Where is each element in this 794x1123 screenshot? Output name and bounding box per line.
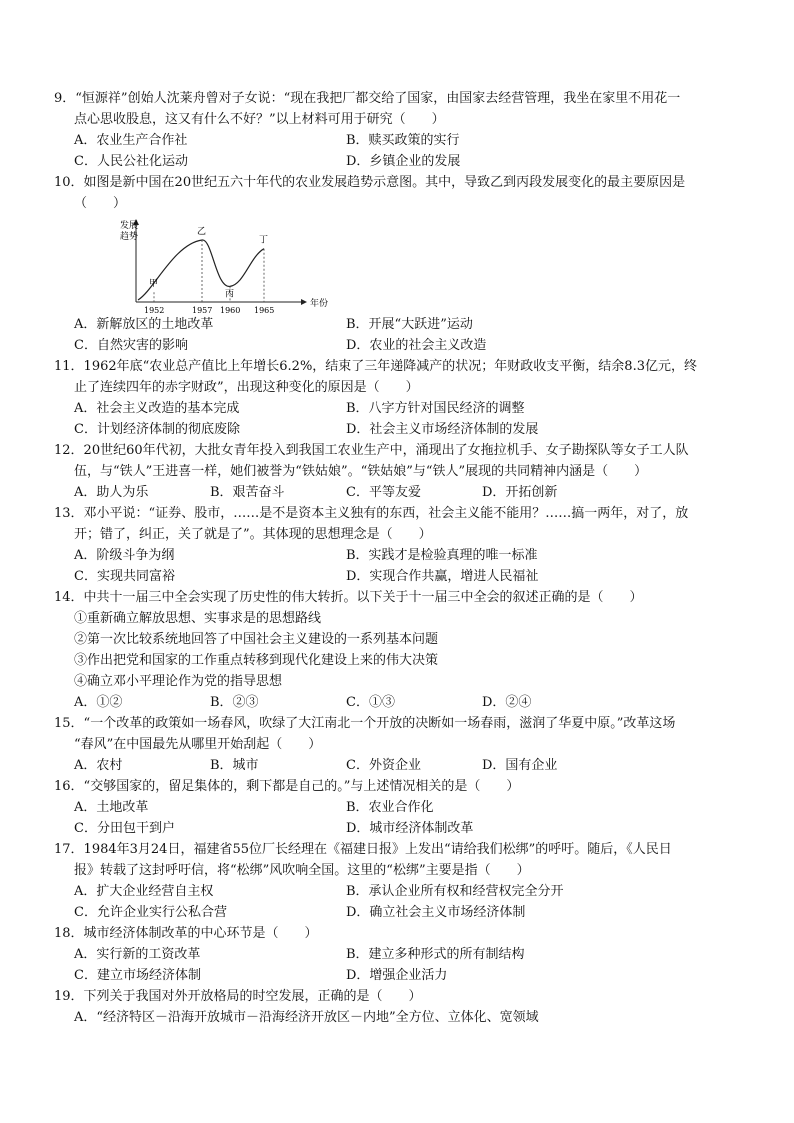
option-a[interactable]: A．新解放区的土地改革: [74, 317, 214, 332]
question-number: 10．: [54, 175, 84, 190]
option-d[interactable]: D．②④: [482, 695, 532, 710]
question-stem: [54, 356, 754, 377]
stem-line: 1962年底“农业总产值比上年增长6.2%，结束了三年递降减产的状况；年财政收支平衡，结余8.3亿元，终: [83, 359, 697, 374]
stem-line: 止了连续四年的赤字财政”，出现这种变化的原因是（ ）: [74, 380, 419, 395]
question-19: [54, 986, 754, 1028]
point-label: 乙: [197, 227, 207, 237]
question-number: 17．: [54, 842, 84, 857]
question-number: 11．: [54, 359, 84, 374]
option-b[interactable]: B．②③: [210, 695, 259, 710]
point-label: 丙: [225, 289, 235, 300]
question-number: 15．: [54, 716, 84, 731]
option-a[interactable]: A．土地改革: [74, 800, 149, 815]
stem-line: 城市经济体制改革的中心环节是（ ）: [83, 926, 318, 941]
question-number: 14．: [54, 590, 84, 605]
option-d[interactable]: D．确立社会主义市场经济体制: [346, 905, 526, 920]
question-12: [54, 440, 754, 503]
question-stem: [54, 440, 754, 461]
option-c[interactable]: C．实现共同富裕: [74, 569, 175, 584]
stem-line: “一个改革的政策如一场春风，吹绿了大江南北一个开放的决断如一场春雨，滋润了华夏中原。”改革这场: [83, 716, 676, 731]
question-17: [54, 839, 754, 923]
question-number: 19．: [54, 989, 84, 1004]
statement-item: ②第一次比较系统地回答了中国社会主义建设的一系列基本问题: [74, 632, 439, 647]
y-axis-label-1: 发展: [120, 221, 139, 231]
option-c[interactable]: C．自然灾害的影响: [74, 338, 188, 353]
option-b[interactable]: B．赎买政策的实行: [346, 133, 460, 148]
option-b[interactable]: B．农业合作化: [346, 800, 434, 815]
option-c[interactable]: C．平等友爱: [346, 485, 421, 500]
option-a[interactable]: A．“经济特区－沿海开放城市－沿海经济开放区－内地”全方位、立体化、宽领域: [74, 1010, 539, 1025]
option-b[interactable]: B．建立多种形式的所有制结构: [346, 947, 525, 962]
stem-line: 20世纪60年代初，大批女青年投入到我国工农业生产中，涌现出了女拖拉机手、女子勘探队等女子工人队: [83, 443, 689, 458]
question-stem: [54, 172, 754, 193]
option-d[interactable]: D．增强企业活力: [346, 968, 448, 983]
point-label: 丁: [259, 235, 269, 246]
stem-line: “交够国家的，留足集体的，剩下都是自己的。”与上述情况相关的是（ ）: [83, 779, 520, 794]
option-b[interactable]: B．艰苦奋斗: [210, 485, 285, 500]
statement-item: ③作出把党和国家的工作重点转移到现代化建设上来的伟大决策: [74, 653, 439, 668]
question-stem: [54, 503, 754, 524]
stem-line: 1984年3月24日，福建省55位厂长经理在《福建日报》上发出“请给我们松绑”的呼吁。随后，《人民日: [83, 842, 672, 857]
question-stem: [54, 986, 754, 1007]
point-label: 甲: [149, 279, 159, 290]
option-d[interactable]: D．农业的社会主义改造: [346, 338, 487, 353]
option-c[interactable]: C．计划经济体制的彻底废除: [74, 422, 240, 437]
option-a[interactable]: A．实行新的工资改革: [74, 947, 201, 962]
option-a[interactable]: A．社会主义改造的基本完成: [74, 401, 240, 416]
x-tick-label: 1960: [220, 306, 241, 314]
trend-line: [138, 240, 264, 300]
question-14: [54, 587, 754, 713]
option-d[interactable]: D．实现合作共赢，增进人民福祉: [346, 569, 539, 584]
stem-line: “恒源祥”创始人沈莱舟曾对子女说：“现在我把厂都交给了国家，由国家去经营管理，我坐在家里不用花一: [75, 91, 681, 106]
question-stem: [54, 776, 754, 797]
option-b[interactable]: B．实践才是检验真理的唯一标准: [346, 548, 538, 563]
stem-line: 邓小平说：“证券、股市，……是不是资本主义独有的东西，社会主义能不能用？……搞一两年，对了，放: [83, 506, 689, 521]
agriculture-trend-chart: [114, 214, 754, 314]
x-axis-label: 年份: [310, 299, 329, 309]
stem-line: 中共十一届三中全会实现了历史性的伟大转折。以下关于十一届三中全会的叙述正确的是（ ）: [83, 590, 643, 605]
option-a[interactable]: A．农村: [74, 758, 123, 773]
option-b[interactable]: B．城市: [210, 758, 259, 773]
question-stem: [54, 923, 754, 944]
question-11: [54, 356, 754, 440]
stem-line: 下列关于我国对外开放格局的时空发展，正确的是（ ）: [83, 989, 422, 1004]
statement-item: ④确立邓小平理论作为党的指导思想: [74, 674, 283, 689]
option-d[interactable]: D．开拓创新: [482, 485, 558, 500]
question-number: 12．: [54, 443, 84, 458]
question-9: [54, 88, 754, 172]
question-number: 9．: [54, 91, 76, 106]
option-a[interactable]: A．①②: [74, 695, 123, 710]
option-a[interactable]: A．农业生产合作社: [74, 133, 188, 148]
question-13: [54, 503, 754, 587]
question-stem: [54, 713, 754, 734]
option-d[interactable]: D．社会主义市场经济体制的发展: [346, 422, 539, 437]
stem-line: 伍，与“铁人”王进喜一样，她们被誉为“铁姑娘”。“铁姑娘”与“铁人”展现的共同精神内涵是（ ）: [74, 464, 648, 479]
question-stem: [54, 839, 754, 860]
option-d[interactable]: D．国有企业: [482, 758, 558, 773]
option-d[interactable]: D．乡镇企业的发展: [346, 154, 461, 169]
x-tick-label: 1952: [144, 306, 165, 314]
option-a[interactable]: A．阶级斗争为纲: [74, 548, 175, 563]
option-a[interactable]: A．助人为乐: [74, 485, 149, 500]
question-stem: [54, 587, 754, 608]
x-tick-label: 1965: [254, 306, 275, 314]
option-b[interactable]: B．八字方针对国民经济的调整: [346, 401, 525, 416]
question-stem: [54, 88, 754, 109]
stem-line: 点心思收股息，这又有什么不好？”以上材料可用于研究（ ）: [74, 112, 445, 127]
question-number: 13．: [54, 506, 84, 521]
stem-line: “春风”在中国最先从哪里开始刮起（ ）: [74, 737, 322, 752]
question-18: [54, 923, 754, 986]
statement-item: ①重新确立解放思想、实事求是的思想路线: [74, 611, 322, 626]
stem-line: 如图是新中国在20世纪五六十年代的农业发展趋势示意图。其中，导致乙到丙段发展变化的最主要原因是: [83, 175, 686, 190]
question-page: [54, 88, 754, 1028]
option-c[interactable]: C．①③: [346, 695, 395, 710]
option-b[interactable]: B．开展“大跃进”运动: [346, 317, 473, 332]
option-c[interactable]: C．分田包干到户: [74, 821, 175, 836]
stem-line: 开；错了，纠正，关了就是了”。其体现的思想理念是（ ）: [74, 527, 432, 542]
x-tick-label: 1957: [192, 306, 213, 314]
stem-line: （ ）: [74, 196, 127, 211]
trend-chart-svg: [114, 214, 354, 314]
question-10: [54, 172, 754, 356]
option-c[interactable]: C．建立市场经济体制: [74, 968, 201, 983]
question-16: [54, 776, 754, 839]
option-b[interactable]: B．承认企业所有权和经营权完全分开: [346, 884, 564, 899]
option-a[interactable]: A．扩大企业经营自主权: [74, 884, 214, 899]
option-c[interactable]: C．允许企业实行公私合营: [74, 905, 227, 920]
stem-line: 报》转载了这封呼吁信，将“松绑”风吹响全国。这里的“松绑”主要是指（ ）: [74, 863, 530, 878]
option-c[interactable]: C．人民公社化运动: [74, 154, 188, 169]
y-axis-label-2: 趋势: [120, 232, 139, 242]
option-c[interactable]: C．外资企业: [346, 758, 421, 773]
question-number: 18．: [54, 926, 84, 941]
question-number: 16．: [54, 779, 84, 794]
question-15: [54, 713, 754, 776]
option-d[interactable]: D．城市经济体制改革: [346, 821, 474, 836]
